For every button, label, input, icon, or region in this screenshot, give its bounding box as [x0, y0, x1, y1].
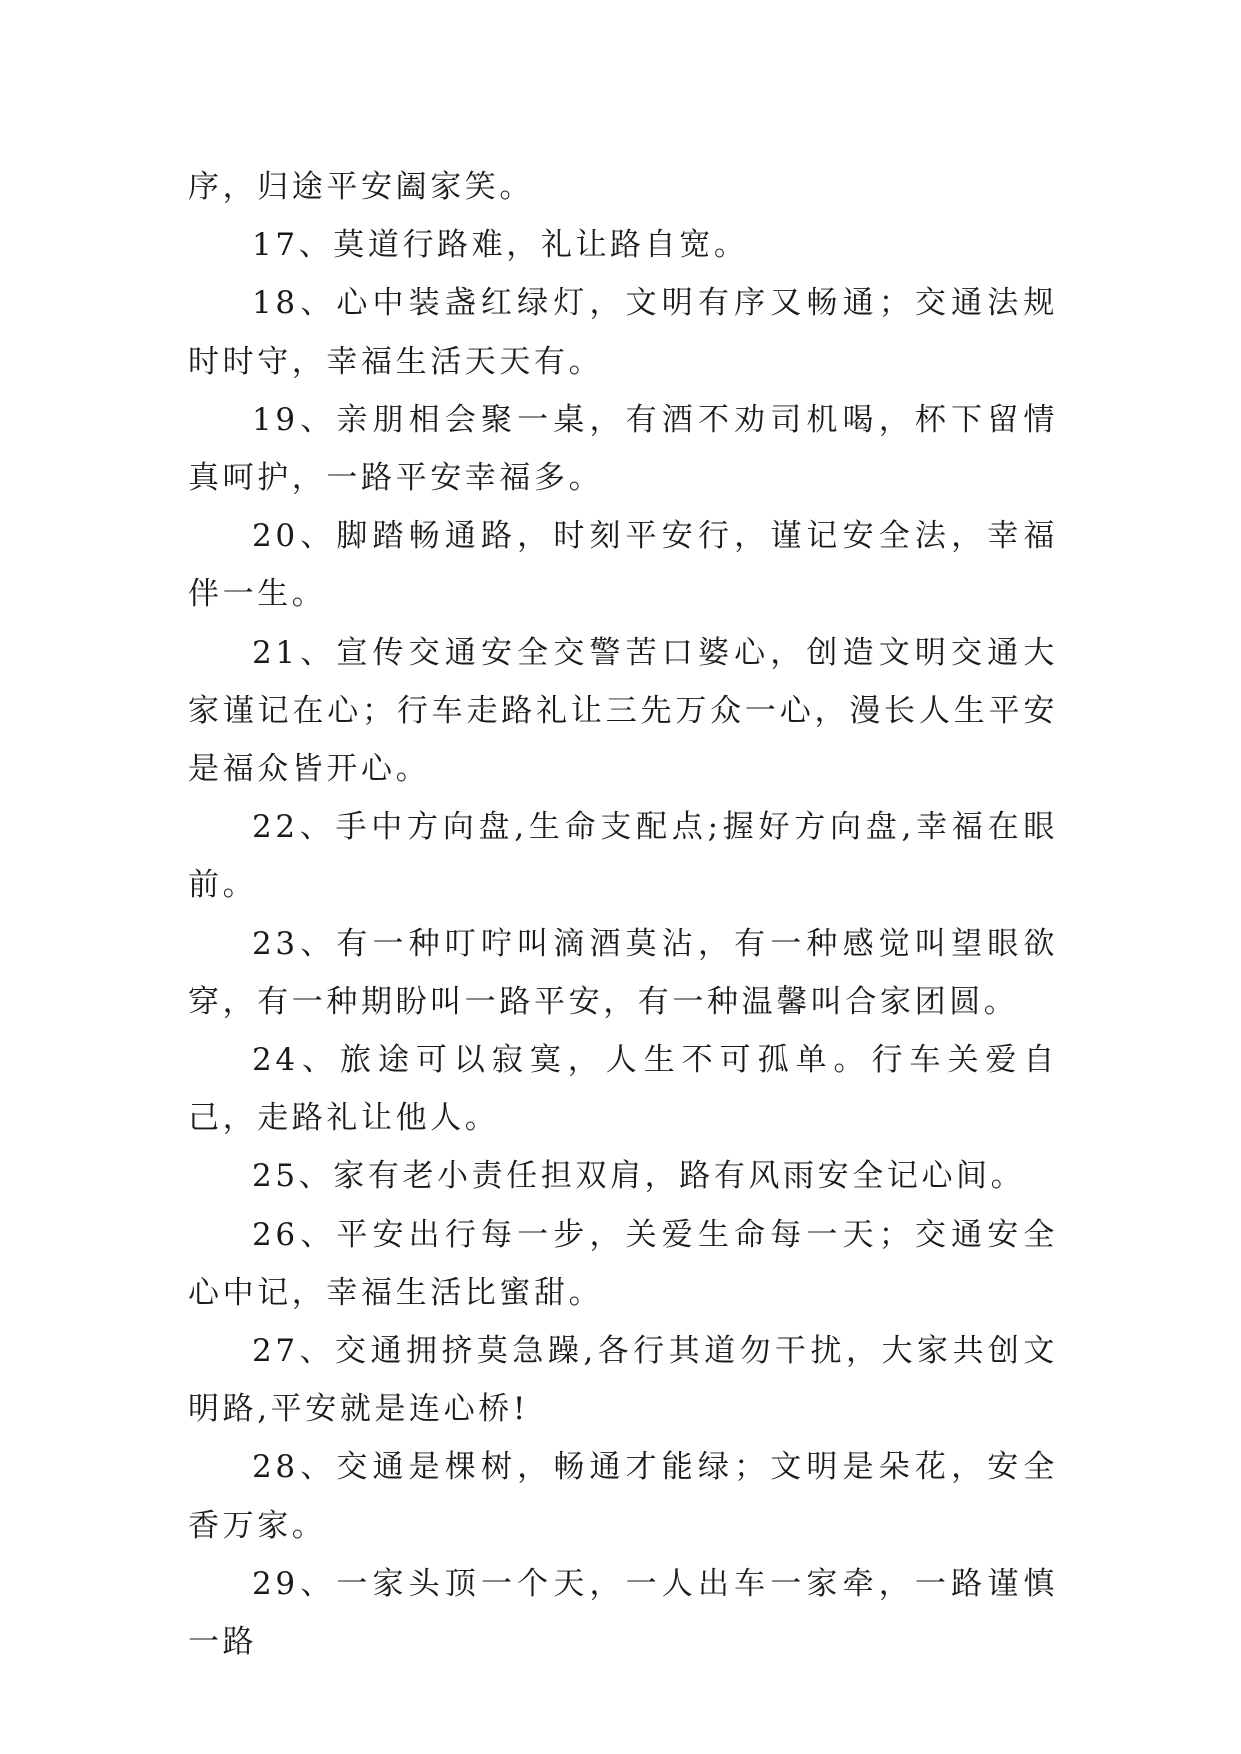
slogan-17: 17、莫道行路难，礼让路自宽。 [252, 227, 749, 264]
slogan-21: 21、宣传交通安全交警苦口婆心，创造文明交通大家谨记在心；行车走路礼让三先万众一心，漫长人生平安是福众皆开心。 [188, 634, 1058, 788]
slogan-24: 24、旅途可以寂寞，人生不可孤单。行车关爱自己，走路礼让他人。 [188, 1042, 1058, 1137]
slogan-25: 25、家有老小责任担双肩，路有风雨安全记心间。 [252, 1158, 1026, 1195]
document-body [188, 158, 1058, 1671]
slogan-28: 28、交通是棵树，畅通才能绿；文明是朵花，安全香万家。 [188, 1449, 1058, 1544]
slogan-20: 20、脚踏畅通路，时刻平安行，谨记安全法，幸福伴一生。 [188, 518, 1058, 613]
slogan-23: 23、有一种叮咛叫滴酒莫沾，有一种感觉叫望眼欲穿，有一种期盼叫一路平安，有一种温馨叫合家团圆。 [188, 925, 1058, 1020]
slogan-22: 22、手中方向盘,生命支配点;握好方向盘,幸福在眼前。 [188, 809, 1058, 904]
paragraph-continuation: 序，归途平安阖家笑。 [188, 169, 534, 205]
slogan-27: 27、交通拥挤莫急躁,各行其道勿干扰，大家共创文明路,平安就是连心桥! [188, 1333, 1058, 1428]
slogan-18: 18、心中装盏红绿灯，文明有序又畅通；交通法规时时守，幸福生活天天有。 [188, 285, 1058, 380]
slogan-26: 26、平安出行每一步，关爱生命每一天；交通安全心中记，幸福生活比蜜甜。 [188, 1216, 1058, 1311]
slogan-19: 19、亲朋相会聚一桌，有酒不劝司机喝，杯下留情真呵护，一路平安幸福多。 [188, 401, 1058, 497]
slogan-29: 29、一家头顶一个天，一人出车一家牵，一路谨慎一路 [188, 1565, 1058, 1661]
